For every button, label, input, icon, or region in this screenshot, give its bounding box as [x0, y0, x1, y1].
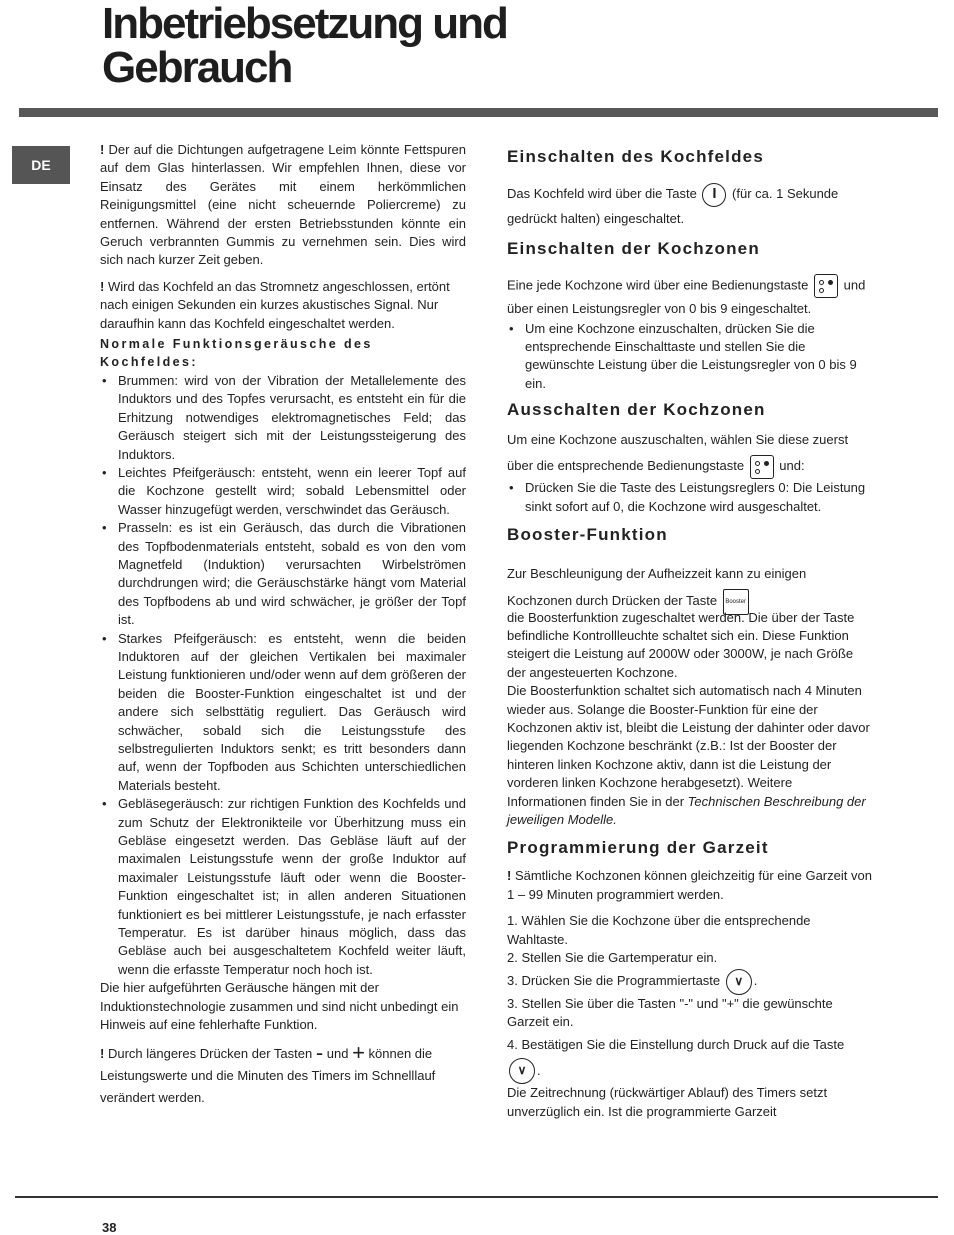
timer-key-icon: ∨: [726, 969, 752, 995]
timer-note: [507, 867, 873, 904]
timer-note-text: Sämtliche Kochzonen können gleichzeitig für eine Garzeit von 1 – 99 Minuten programmiert werden.: [507, 868, 872, 902]
cooktop-on-text: [507, 182, 873, 230]
timer-step-3-text: 3. Drücken Sie die Programmiertaste: [507, 973, 724, 989]
zones-on-text-b: und über einen Leistungsregler von 0 bis 9 eingeschaltet.: [507, 277, 866, 316]
zones-off-text-a: Um eine Kochzone auszuschalten, wählen Sie diese zuerst über die entsprechende Bedienungstaste: [507, 432, 849, 474]
section-heading-booster: Booster-Funktion: [507, 525, 668, 544]
timer-step-1: 1. Wählen Sie die Kochzone über die entsprechende Wahltaste.: [507, 913, 811, 947]
booster-desc: die Boosterfunktion zugeschaltet werden. Die über der Taste befindliche Kontrollleuchte schaltet sich ein. Diese Funktion steigert die Leistung auf 2000W oder 3000W, je nach Größe der angesteuerten Kochzone.: [507, 609, 855, 680]
zones-on-list: [507, 320, 873, 394]
booster-detail-italic: Technischen Beschreibung der jeweiligen Modelle.: [507, 793, 866, 828]
warning-mark: !: [100, 1045, 105, 1061]
zones-on-text: [507, 274, 873, 320]
timer-step-3-end: .: [753, 973, 758, 989]
list-item: • Prasseln: es ist ein Geräusch, das durch die Vibrationen des Topfbodenmaterials entsteht, sobald es von den vom Magnetfeld (Induktion) verursachten Wirbelströmen durchdrungen wird; die Geräuschstärke hängt vom Material des Topfbodens ab und wird schwächer, je größer der Topf ist.: [100, 519, 466, 629]
page-title: [102, 2, 507, 90]
page-title-line2: Gebrauch: [102, 43, 292, 92]
glue-note: [100, 141, 466, 270]
language-tab: DE: [12, 146, 70, 184]
power-connect-text: Wird das Kochfeld an das Stromnetz angeschlossen, ertönt nach einigen Sekunden ein kurzes akustisches Signal. Nur daraufhin kann das Kochfeld eingeschaltet werden.: [100, 278, 450, 331]
timer-step-4-text: 4. Bestätigen Sie die Einstellung durch Druck auf die Taste: [507, 1036, 845, 1052]
fast-scroll-text-a: Durch längeres Drücken der Tasten: [104, 1045, 316, 1061]
zones-off-list: [507, 479, 873, 516]
noise-summary: Die hier aufgeführten Geräusche hängen mit der Induktionstechnologie zusammen und sind nicht unbedingt ein Hinweis auf eine fehlerhafte Funktion.: [100, 980, 459, 1033]
noise-heading: Normale Funktionsgeräusche des Kochfeldes:: [100, 337, 373, 370]
zones-off-text-b: und:: [775, 458, 805, 474]
zone-key-icon: [750, 455, 774, 479]
booster-detail-text: Die Boosterfunktion schaltet sich automatisch nach 4 Minuten wieder aus. Solange die Booster-Funktion für eine der Kochzonen aktiv ist, bleibt die Leistung der dahinter oder davor liegenden Kochzone beschränkt (z.B.: Ist der Booster der hinteren linken Kochzone aktiv, dann ist die Leistung der vorderen linken Kochzone herabgesetzt). Weitere Informationen finden Sie in der: [507, 683, 870, 809]
fast-scroll-note: [100, 1039, 466, 1109]
timer-end-text: Die Zeitrechnung (rückwärtiger Ablauf) des Timers setzt unverzüglich ein. Ist die programmierte Garzeit: [507, 1085, 828, 1119]
list-item: • Leichtes Pfeifgeräusch: entsteht, wenn ein leerer Topf auf die Kochzone gestellt wird; sobald Lebensmittel oder Wasser hinzugefügt werden, verschwindet das Geräusch.: [100, 464, 466, 519]
zone-key-icon: [814, 274, 838, 298]
booster-intro-a: Zur Beschleunigung der Aufheizzeit kann zu einigen Kochzonen durch Drücken der Taste: [507, 566, 807, 608]
timer-step-3: [507, 967, 873, 995]
fast-scroll-und: und: [323, 1045, 353, 1061]
section-heading-cooktop-on: Einschalten des Kochfeldes: [507, 147, 764, 166]
list-item: • Brummen: wird von der Vibration der Metallelemente des Induktors und des Topfes verursacht, es entsteht ein für die Erhitzung notwendiges elektromagnetisches Feld; das Geräusch steigert sich mit der Leistungssteigerung des Induktors.: [100, 372, 466, 464]
footer-rule: [15, 1196, 938, 1198]
fast-scroll-text-b: können die Leistungswerte und die Minuten des Timers im Schnelllauf verändert werden.: [100, 1045, 436, 1105]
page-title-line1: Inbetriebsetzung und: [102, 0, 507, 48]
timer-step-4: [507, 1032, 873, 1085]
section-heading-zones-on: Einschalten der Kochzonen: [507, 238, 760, 258]
timer-step-3b: 3. Stellen Sie über die Tasten "-" und "+" die gewünschte Garzeit ein.: [507, 996, 833, 1030]
list-item: • Gebläsegeräusch: zur richtigen Funktion des Kochfelds und zum Schutz der Elektronikteile vor Überhitzung muss ein Gebläse eingesetzt werden. Das Gebläse läuft auf der maximalen Leistungsstufe wenn der große Induktor auf maximaler Leistungsstufe läuft oder wenn die Booster-Funktion eingeschaltet ist; in allen anderen Situationen funktioniert es bei mittlerer Leistungsstufe, je nach erfasster Temperatur. Es ist darüber hinaus möglich, dass das Gebläse auch bei ausgeschaltetem Kochfeld weiter läuft, wenn die erfasste Temperatur noch hoch ist.: [100, 795, 466, 979]
booster-intro: [507, 560, 873, 615]
booster-key-icon: Booster: [723, 589, 749, 615]
right-column: [507, 146, 873, 1121]
power-connect-note: [100, 278, 466, 333]
booster-detail: [507, 682, 873, 829]
timer-key-icon: ∨: [509, 1058, 535, 1084]
glue-note-text: Der auf die Dichtungen aufgetragene Leim könnte Fettspuren auf dem Glas hinterlassen. Wir empfehlen Ihnen, diese vor Einsatz des Gerätes mit einem herkömmlichen Reinigungsmittel (eine nicht scheuernde Poliercreme) zu entfernen. Während der ersten Betriebsstunden könnte ein Geruch verbrannten Gummis zu vernehmen sein. Dies wird sich nach kurzer Zeit geben.: [100, 142, 466, 268]
timer-step-2: 2. Stellen Sie die Gartemperatur ein.: [507, 950, 718, 966]
section-heading-timer: Programmierung der Garzeit: [507, 838, 769, 858]
zones-on-text-a: Eine jede Kochzone wird über eine Bedienungstaste: [507, 277, 812, 292]
list-item: • Um eine Kochzone einzuschalten, drücken Sie die entsprechende Einschalttaste und stellen Sie die gewünschte Leistung über die Leistungsregler von 0 bis 9 ein.: [507, 320, 873, 394]
cooktop-on-text-b: (für ca. 1 Sekunde gedrückt halten) eingeschaltet.: [507, 186, 839, 226]
section-heading-zones-off: Ausschalten der Kochzonen: [507, 400, 766, 420]
noise-list: [100, 372, 466, 979]
list-item: • Starkes Pfeifgeräusch: es entsteht, wenn die beiden Induktoren auf der gleichen Vertikalen bei maximaler Leistung funktionieren und/oder wenn auf dem größeren der beiden die Booster-Funktion eingeschaltet ist und der andere sich selbsttätig reguliert. Das Geräusch wird schwächer, sobald sich die Leistungsstufe des selbstregulierten Induktors senkt; es tritt besonders dann auf, wenn der Topfboden aus Schichten unterschiedlichen Materials besteht.: [100, 630, 466, 796]
header-rule: [19, 108, 938, 117]
power-key-icon: I: [702, 183, 726, 207]
page-number: 38: [102, 1220, 117, 1235]
minus-icon: -: [315, 1039, 324, 1065]
timer-step-4-end: .: [537, 1062, 541, 1078]
cooktop-on-text-a: Das Kochfeld wird über die Taste: [507, 186, 701, 201]
warning-mark: !: [100, 278, 105, 294]
list-item: • Drücken Sie die Taste des Leistungsreglers 0: Die Leistung sinkt sofort auf 0, die Kochzone wird ausgeschaltet.: [507, 479, 873, 516]
warning-mark: !: [100, 142, 105, 157]
plus-icon: +: [352, 1039, 365, 1065]
warning-mark: !: [507, 868, 512, 884]
zones-off-text: [507, 427, 873, 479]
left-column: [100, 141, 466, 1109]
